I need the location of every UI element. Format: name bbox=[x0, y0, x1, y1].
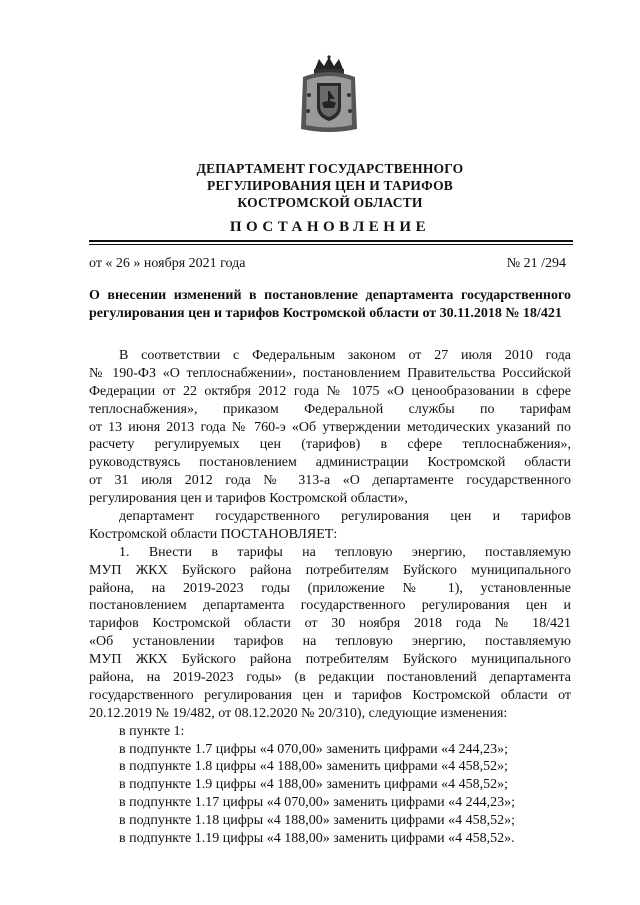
body-line: руководствуясь постановлением администрации Костромской области bbox=[89, 455, 571, 471]
body-line: района, на 2019-2023 годы (приложение № 1), установленные bbox=[89, 580, 571, 596]
body-line: в подпункте 1.17 цифры «4 070,00» заменить цифрами «4 244,23»; bbox=[119, 795, 516, 811]
body-line: «Об установлении тарифов на тепловую энергию, поставляемую bbox=[89, 634, 571, 650]
body-line: Федерации от 22 октября 2012 года № 1075 «О ценообразовании в сфере bbox=[89, 383, 571, 399]
department-line-2: РЕГУЛИРОВАНИЯ ЦЕН И ТАРИФОВ bbox=[207, 178, 453, 193]
body-line: государственного регулирования цен и тарифов Костромской области от bbox=[89, 687, 571, 703]
document-date: от « 26 » ноября 2021 года bbox=[89, 256, 246, 271]
body-line: в подпункте 1.19 цифры «4 188,00» заменить цифрами «4 458,52». bbox=[119, 831, 515, 847]
body-line: теплоснабжения», приказом Федеральной службы по тарифам bbox=[89, 401, 571, 417]
subject-line: регулирования цен и тарифов Костромской области от 30.11.2018 № 18/421 bbox=[89, 306, 562, 321]
body-line: расчету регулируемых цен (тарифов) в сфере теплоснабжения», bbox=[89, 437, 571, 453]
subject-line: О внесении изменений в постановление департамента государственного bbox=[89, 288, 571, 303]
body-line: Костромской области ПОСТАНОВЛЯЕТ: bbox=[89, 526, 338, 542]
body-line: 20.12.2019 № 19/482, от 08.12.2020 № 20/310), следующие изменения: bbox=[89, 705, 508, 721]
body-line: МУП ЖКХ Буйского района потребителям Буйского муниципального bbox=[89, 652, 571, 668]
document-body bbox=[89, 347, 571, 848]
body-line: регулирования цен и тарифов Костромской области», bbox=[89, 491, 408, 507]
body-line: департамент государственного регулирования цен и тарифов bbox=[119, 509, 571, 525]
document-title: ПОСТАНОВЛЕНИЕ bbox=[229, 219, 431, 235]
title-rule-thick bbox=[89, 240, 573, 242]
body-line: от 13 июня 2013 года № 760-э «Об утверждении методических указаний по bbox=[89, 419, 571, 435]
body-line: В соответствии с Федеральным законом от 27 июля 2010 года bbox=[119, 348, 571, 363]
body-line: в пункте 1: bbox=[119, 723, 185, 739]
department-name bbox=[0, 160, 640, 211]
body-line: постановлением департамента государственного регулирования цен и bbox=[89, 598, 571, 614]
coat-of-arms-emblem bbox=[297, 55, 361, 135]
body-line: от 31 июля 2012 года № 313-а «О департаменте государственного bbox=[89, 473, 571, 489]
body-line: тарифов Костромской области от 30 ноября 2018 года № 18/421 bbox=[89, 616, 571, 632]
document-number: № 21 /294 bbox=[506, 256, 566, 271]
body-line: района, на 2019-2023 годы» (в редакции постановлений департамента bbox=[89, 670, 571, 686]
document-subject bbox=[89, 287, 571, 323]
body-line: в подпункте 1.18 цифры «4 188,00» заменить цифрами «4 458,52»; bbox=[119, 813, 516, 829]
body-line: МУП ЖКХ Буйского района потребителям Буйского муниципального bbox=[89, 562, 571, 578]
body-line: в подпункте 1.7 цифры «4 070,00» заменить цифрами «4 244,23»; bbox=[119, 741, 509, 757]
department-line-3: КОСТРОМСКОЙ ОБЛАСТИ bbox=[237, 195, 423, 210]
body-line: в подпункте 1.9 цифры «4 188,00» заменить цифрами «4 458,52»; bbox=[119, 777, 509, 793]
body-line: 1. Внести в тарифы на тепловую энергию, поставляемую bbox=[119, 544, 571, 560]
title-rule-thin bbox=[89, 244, 573, 245]
body-line: № 190-ФЗ «О теплоснабжении», постановлением Правительства Российской bbox=[89, 365, 571, 381]
department-line-1: ДЕПАРТАМЕНТ ГОСУДАРСТВЕННОГО bbox=[196, 161, 464, 176]
body-line: в подпункте 1.8 цифры «4 188,00» заменить цифрами «4 458,52»; bbox=[119, 759, 509, 775]
